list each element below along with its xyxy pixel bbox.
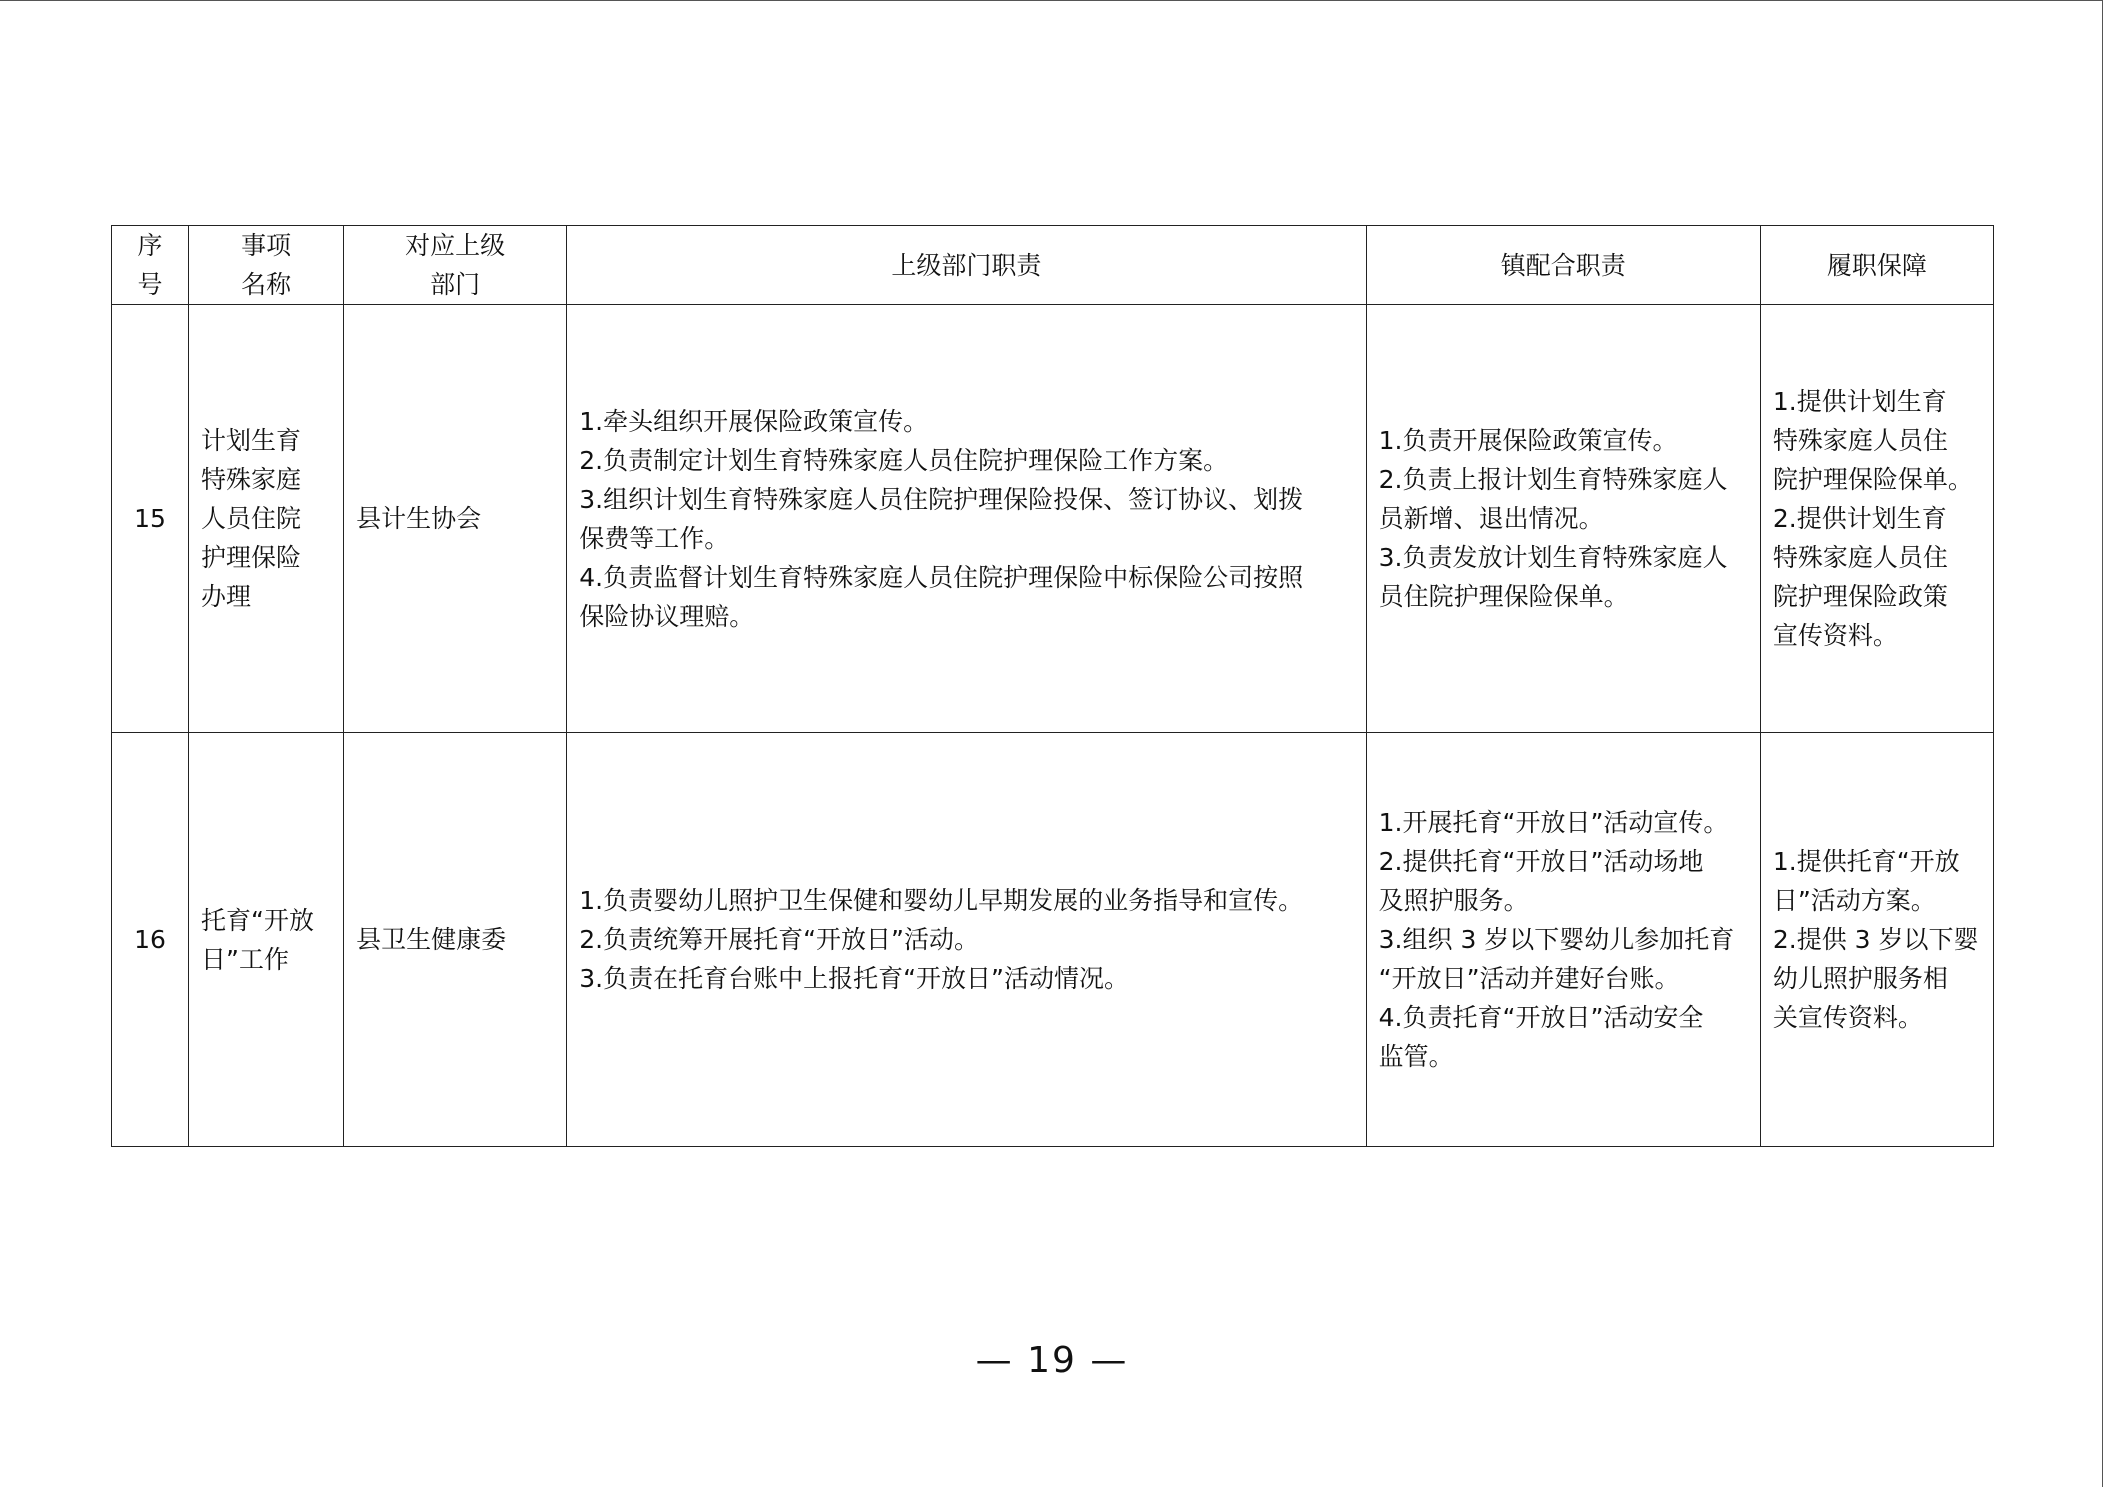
row-no: 16 [112,733,189,1147]
table-row [112,305,1994,733]
row-guarantee: 1.提供计划生育 特殊家庭人员住 院护理保险保单。 2.提供计划生育 特殊家庭人员住 院护理保险政策 宣传资料。 [1760,305,1993,733]
page-number: — 19 — [975,1340,1129,1381]
row-town-duty: 1.负责开展保险政策宣传。 2.负责上报计划生育特殊家庭人 员新增、退出情况。 3.负责发放计划生育特殊家庭人 员住院护理保险保单。 [1366,305,1760,733]
row-no: 15 [112,305,189,733]
row-item-name: 计划生育 特殊家庭 人员住院 护理保险 办理 [189,305,344,733]
row-dept: 县卫生健康委 [344,733,567,1147]
table-row [112,733,1994,1147]
header-name: 事项 名称 [189,226,344,305]
header-town-duty: 镇配合职责 [1366,226,1760,305]
row-town-duty: 1.开展托育“开放日”活动宣传。 2.提供托育“开放日”活动场地 及照护服务。 3.组织 3 岁以下婴幼儿参加托育 “开放日”活动并建好台账。 4.负责托育“开放日”活动安全 监管。 [1366,733,1760,1147]
row-upper-duty: 1.牵头组织开展保险政策宣传。 2.负责制定计划生育特殊家庭人员住院护理保险工作方案。 3.组织计划生育特殊家庭人员住院护理保险投保、签订协议、划拨 保费等工作。 4.负责监督计划生育特殊家庭人员住院护理保险中标保险公司按照 保险协议理赔。 [567,305,1366,733]
header-no: 序 号 [112,226,189,305]
header-upper-duty: 上级部门职责 [567,226,1366,305]
row-guarantee: 1.提供托育“开放 日”活动方案。 2.提供 3 岁以下婴 幼儿照护服务相 关宣传资料。 [1760,733,1993,1147]
header-dept: 对应上级 部门 [344,226,567,305]
row-upper-duty: 1.负责婴幼儿照护卫生保健和婴幼儿早期发展的业务指导和宣传。 2.负责统筹开展托育“开放日”活动。 3.负责在托育台账中上报托育“开放日”活动情况。 [567,733,1366,1147]
header-guarantee: 履职保障 [1760,226,1993,305]
table-header-row [112,226,1994,305]
row-dept: 县计生协会 [344,305,567,733]
duty-table [111,225,1994,1147]
row-item-name: 托育“开放 日”工作 [189,733,344,1147]
